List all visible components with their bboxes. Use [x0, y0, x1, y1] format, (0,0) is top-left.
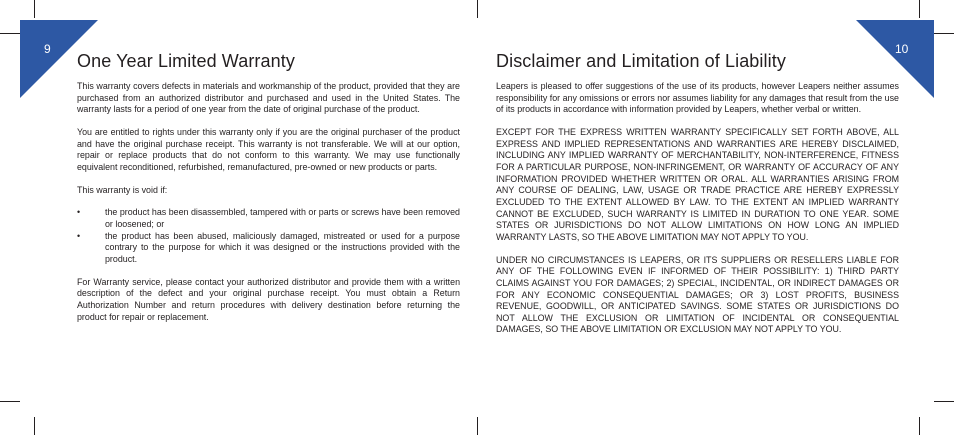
crop-mark [0, 33, 20, 34]
void-conditions-list [77, 207, 460, 265]
bullet-marker: • [77, 207, 81, 218]
disclaimer-paragraph: EXCEPT FOR THE EXPRESS WRITTEN WARRANTY SPECIFICALLY SET FORTH ABOVE, ALL EXPRESS AND IMPLIED REPRESENTATIONS AND WARRANTIES ARE HEREBY DISCLAIMED, INCLUDING ANY IMPLIED WARRANTY OF MERCHANTABILITY, NON-INTERFERENCE, FITNESS FOR A PARTICULAR PURPOSE, NON-INFRINGEMENT, OR WARRANTY OF ACCURACY OF ANY INFORMATION PROVIDED WHETHER WRITTEN OR ORAL. ALL WARRANTIES ARISING FROM ANY COURSE OF DEALING, LAW, USAGE OR TRADE PRACTICE ARE HEREBY EXPRESSLY EXCLUDED TO THE EXTENT ALLOWED BY LAW. TO THE EXTENT AN IMPLIED WARRANTY CANNOT BE EXCLUDED, SUCH WARRANTY IS LIMITED IN DURATION TO ONE YEAR. SOME STATES OR JURISDICTIONS DO NOT ALLOW LIMITATIONS ON HOW LONG AN IMPLIED WARRANTY LASTS, SO THE ABOVE LIMITATION MAY NOT APPLY TO YOU. [496, 126, 899, 242]
crop-mark [934, 401, 954, 402]
crop-mark [477, 417, 478, 435]
crop-mark [919, 0, 920, 18]
list-item-text: the product has been disassembled, tampered with or parts or screws have been removed or loosened; or [105, 207, 460, 229]
warranty-title: One Year Limited Warranty [77, 51, 295, 71]
warranty-paragraph: For Warranty service, please contact your authorized distributor and provide them with a written description of the defect and your original purchase receipt. You must obtain a Return Authorization Number and return procedures with delivery destination before returning the product for repair or replacement. [77, 276, 460, 322]
page-number-right: 10 [895, 42, 909, 56]
warranty-paragraph: This warranty covers defects in materials and workmanship of the product, provided that they are purchased from an authorized distributor and purchased and used in the United States. The warranty lasts for a period of one year from the date of original purchase of the product. [77, 81, 460, 115]
list-item-text: the product has been abused, maliciously damaged, mistreated or used for a purpose contrary to the purpose for which it was designed or the instructions provided with the product. [105, 230, 460, 264]
warranty-paragraph: This warranty is void if: [77, 184, 168, 195]
crop-mark [934, 33, 954, 34]
warranty-section [77, 50, 460, 334]
crop-mark [0, 401, 20, 402]
disclaimer-title: Disclaimer and Limitation of Liability [496, 51, 786, 71]
list-item [77, 207, 460, 230]
crop-mark [34, 417, 35, 435]
crop-mark [34, 0, 35, 18]
warranty-paragraph: You are entitled to rights under this warranty only if you are the original purchaser of the product and have the original purchase receipt. This warranty is not transferable. We will at our option, repair or replace products that do not conform to this warranty. We may use functionally equivalent reconditioned, refurbished, remanufactured, pre-owned or new products or parts. [77, 126, 460, 172]
bullet-marker: • [77, 230, 81, 241]
crop-mark [477, 0, 478, 18]
disclaimer-section [496, 50, 899, 347]
disclaimer-paragraph: Leapers is pleased to offer suggestions of the use of its products, however Leapers neither assumes responsibility for any omissions or errors nor assumes liability for any damages that result from the use of its products in accordance with information provided by Leapers, whether verbal or written. [496, 81, 899, 115]
disclaimer-paragraph: UNDER NO CIRCUMSTANCES IS LEAPERS, OR ITS SUPPLIERS OR RESELLERS LIABLE FOR ANY OF THE FOLLOWING EVEN IF INFORMED OF THEIR POSSIBILITY: 1) THIRD PARTY CLAIMS AGAINST YOU FOR DAMAGES; 2) SPECIAL, INCIDENTAL, OR INDIRECT DAMAGES OR FOR ANY ECONOMIC CONSEQUENTIAL DAMAGES; OR 3) LOST PROFITS, BUSINESS REVENUE, GOODWILL, OR ANTICIPATED SAVINGS. SOME STATES OR JURISDICTIONS DO NOT ALLOW THE EXCLUSION OR LIMITATION OF INCIDENTAL OR CONSEQUENTIAL DAMAGES, SO THE ABOVE LIMITATION OR EXCLUSION MAY NOT APPLY TO YOU. [496, 254, 899, 335]
crop-mark [919, 417, 920, 435]
list-item [77, 231, 460, 266]
page-number-left: 9 [44, 42, 51, 56]
